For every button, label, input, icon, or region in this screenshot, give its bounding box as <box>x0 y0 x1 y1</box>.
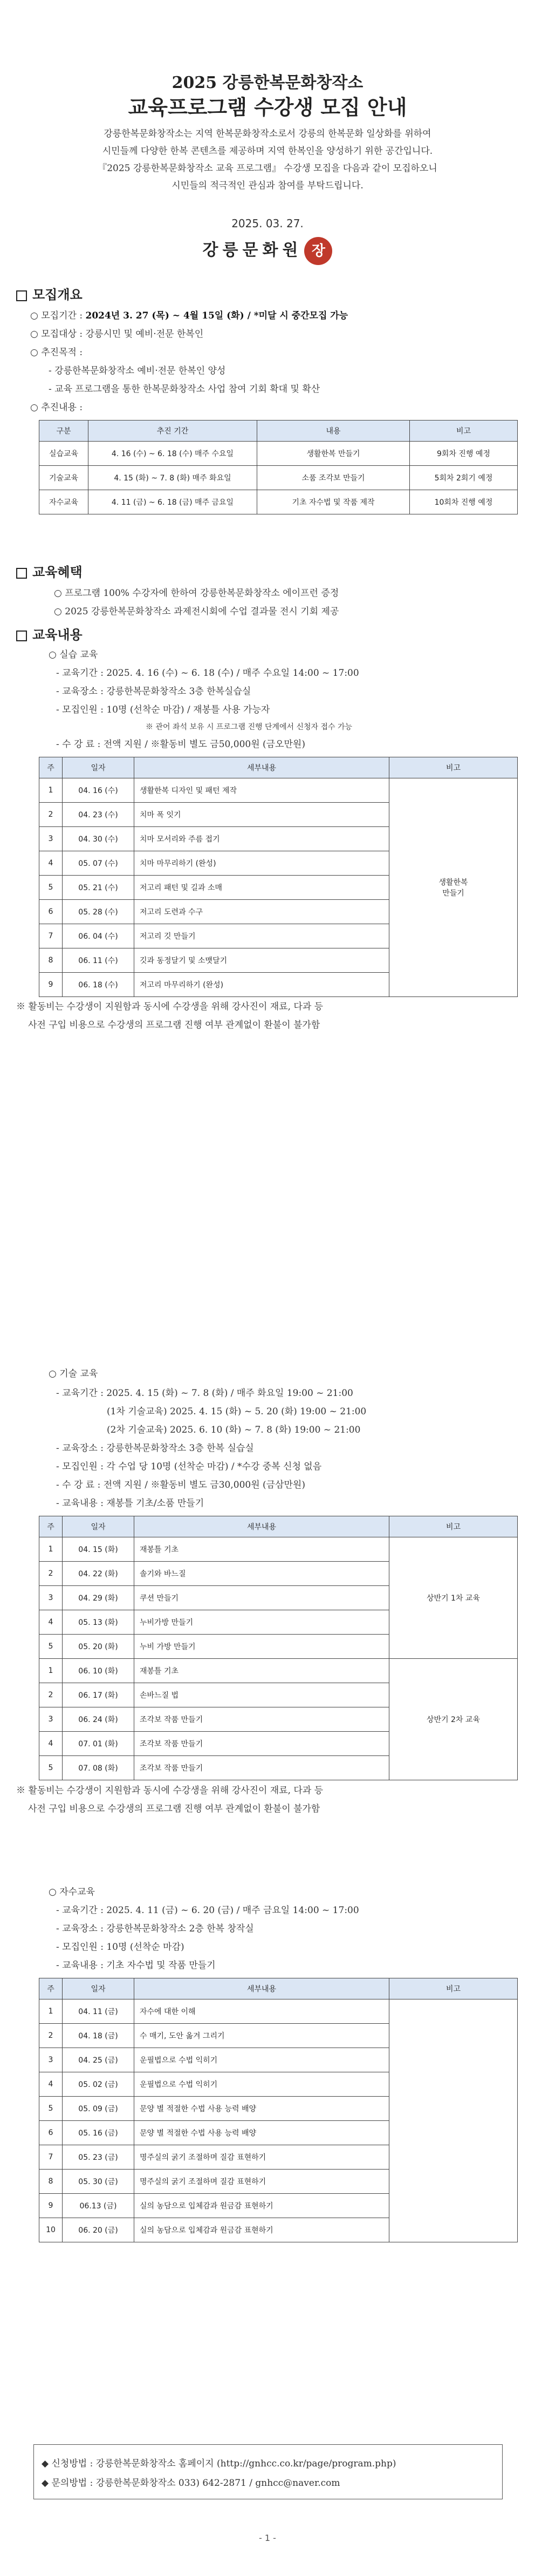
table-cell: 4 <box>39 851 63 876</box>
text-span: 기술 교육 <box>59 1368 98 1379</box>
table-cell: 저고리 마무리하기 (완성) <box>134 973 389 997</box>
table-header: 내용 <box>257 421 410 442</box>
table-cell: 9 <box>39 973 63 997</box>
table-header: 일자 <box>63 1978 134 1999</box>
text-span: 교육혜택 <box>32 564 83 580</box>
table-cell: 04. 18 (금) <box>63 2024 134 2048</box>
table-cell: 소품 조각보 만들기 <box>257 466 410 490</box>
section-content <box>16 624 83 643</box>
table-cell: 05. 09 (금) <box>63 2097 134 2121</box>
table-header: 비고 <box>389 1978 518 1999</box>
table-cell: 저고리 깃 만들기 <box>134 924 389 948</box>
page-number: - 1 - <box>259 2533 276 2543</box>
table-cell: 04. 29 (화) <box>63 1586 134 1610</box>
table-cell: 자수에 대한 이해 <box>134 1999 389 2024</box>
text-span: 사전 구입 비용으로 수강생의 프로그램 진행 여부 관계없이 환불이 불가함 <box>28 1020 320 1031</box>
text-span: 프로그램 100% 수강자에 한하여 강릉한복문화창작소 에이프런 증정 <box>65 588 339 599</box>
table-cell: 1 <box>39 1999 63 2024</box>
table-cell: 1 <box>39 778 63 803</box>
table-cell: 4 <box>39 1610 63 1635</box>
practical-sub-note: ※ 관어 좌석 보유 시 프로그램 진행 단계에서 신청자 접수 가능 <box>146 723 353 731</box>
embroidery-line: - 교육내용 : 기초 자수법 및 작품 만들기 <box>56 1960 216 1971</box>
organization-signature <box>0 236 535 265</box>
embroidery-line: - 모집인원 : 10명 (선착순 마감) <box>56 1942 184 1953</box>
text-span: 실습 교육 <box>59 649 98 660</box>
table-cell: 운필법으로 수법 익히기 <box>134 2072 389 2097</box>
checkbox-square-icon <box>16 631 27 641</box>
table-cell: 조각보 작품 만들기 <box>134 1732 389 1756</box>
table-cell: 05. 16 (금) <box>63 2121 134 2145</box>
text-span: 모집대상 : 강릉시민 및 예비·전문 한복인 <box>41 329 204 340</box>
table-header: 구분 <box>39 421 88 442</box>
table-cell: 누비가방 만들기 <box>134 1610 389 1635</box>
table-cell: 05. 20 (화) <box>63 1635 134 1659</box>
table-cell: 5 <box>39 1756 63 1780</box>
table-cell: 명주실의 굵기 조절하며 질감 표현하기 <box>134 2170 389 2194</box>
table-row <box>39 778 518 803</box>
table-cell: 수 매기, 도안 옮겨 그리기 <box>134 2024 389 2048</box>
table-cell: 기술교육 <box>39 466 88 490</box>
table-cell: 05. 30 (금) <box>63 2170 134 2194</box>
table-cell: 06. 10 (화) <box>63 1659 134 1683</box>
table-cell: 생활한복 디자인 및 패턴 제작 <box>134 778 389 803</box>
table-cell: 누비 가방 만들기 <box>134 1635 389 1659</box>
table-header: 세부내용 <box>134 1978 389 1999</box>
table-row <box>39 1659 518 1683</box>
table-cell: 조각보 작품 만들기 <box>134 1756 389 1780</box>
table-cell: 4 <box>39 1732 63 1756</box>
table-cell: 05. 21 (수) <box>63 876 134 900</box>
text-span: 사전 구입 비용으로 수강생의 프로그램 진행 여부 관계없이 환불이 불가함 <box>28 1804 320 1814</box>
technical-remark: 상반기 1차 교육 <box>389 1537 518 1659</box>
technical-line: - 교육내용 : 재봉틀 기초/소품 만들기 <box>56 1498 204 1509</box>
technical-line: (1차 기술교육) 2025. 4. 15 (화) ~ 5. 20 (화) 19:00 ~ 21:00 <box>107 1406 367 1417</box>
table-cell: 6 <box>39 2121 63 2145</box>
overview-purpose-item: - 강릉한복문화창작소 예비·전문 한복인 양성 <box>49 365 226 376</box>
text-span: 모집기간 : <box>41 310 86 321</box>
technical-note <box>16 1781 518 1818</box>
table-cell: 05. 07 (수) <box>63 851 134 876</box>
overview-purpose-item: - 교육 프로그램을 통한 한복문화창작소 사업 참여 기회 확대 및 확산 <box>49 384 320 395</box>
checkbox-square-icon <box>16 568 27 579</box>
table-cell: 04. 22 (화) <box>63 1562 134 1586</box>
table-cell: 06. 17 (화) <box>63 1683 134 1707</box>
table-header: 세부내용 <box>134 1516 389 1537</box>
organization-name: 강릉문화원 <box>202 241 303 260</box>
table-cell: 05. 23 (금) <box>63 2145 134 2170</box>
table-cell: 7 <box>39 2145 63 2170</box>
table-cell: 06. 18 (수) <box>63 973 134 997</box>
table-header: 세부내용 <box>134 757 389 778</box>
text-span: 추진내용 : <box>41 402 83 413</box>
table-cell: 8 <box>39 948 63 973</box>
table-cell: 운필법으로 수법 익히기 <box>134 2048 389 2072</box>
table-cell: 06. 11 (수) <box>63 948 134 973</box>
overview-content-label: ○ 추진내용 : <box>30 402 83 413</box>
table-cell: 4. 11 (금) ~ 6. 18 (금) 매주 금요일 <box>88 490 257 514</box>
technical-line: - 수 강 료 : 전액 지원 / ※활동비 별도 금30,000원 (금삼만원) <box>56 1480 305 1490</box>
table-cell: 2 <box>39 1562 63 1586</box>
table-cell: 실의 농담으로 입체감과 원금감 표현하기 <box>134 2194 389 2218</box>
table-cell: 치마 마무리하기 (완성) <box>134 851 389 876</box>
intro-line: 『2025 강릉한복문화창작소 교육 프로그램』 수강생 모집을 다음과 같이 모집하오니 <box>98 163 437 174</box>
practical-table <box>39 757 518 997</box>
text-span: 자수교육 <box>59 1887 95 1897</box>
table-header: 주 <box>39 1978 63 1999</box>
table-cell: 06. 20 (금) <box>63 2218 134 2242</box>
table-cell: 1 <box>39 1537 63 1562</box>
table-cell: 솔기와 바느질 <box>134 1562 389 1586</box>
table-cell: 04. 11 (금) <box>63 1999 134 2024</box>
overview-table <box>39 420 518 514</box>
practical-line: - 교육장소 : 강릉한복문화창작소 3층 한복실습실 <box>56 686 251 697</box>
table-cell: 재봉틀 기초 <box>134 1537 389 1562</box>
embroidery-table <box>39 1978 518 2242</box>
intro-line: 시민들께 다양한 한복 콘텐츠를 제공하며 지역 한복인을 양성하기 위한 공간입니다. <box>102 146 433 157</box>
table-cell: 손바느질 법 <box>134 1683 389 1707</box>
apply-method: ◆ 신청방법 : 강릉한복문화창작소 홈페이지 (http://gnhcc.co.kr/page/program.php) <box>42 2458 396 2469</box>
table-row <box>39 466 518 490</box>
text-span: 추진목적 : <box>41 347 83 358</box>
intro-line: 강릉한복문화창작소는 지역 한복문화창작소로서 강릉의 한복문화 일상화를 위하여 <box>104 128 431 139</box>
overview-target: ○ 모집대상 : 강릉시민 및 예비·전문 한복인 <box>30 329 204 340</box>
benefit-item: ○ 2025 강릉한복문화창작소 과제전시회에 수업 결과물 전시 기회 제공 <box>54 606 339 617</box>
notice-date: 2025. 03. 27. <box>231 217 304 230</box>
practical-remark <box>389 778 518 997</box>
table-cell: 05. 28 (수) <box>63 900 134 924</box>
embroidery-remark <box>389 1999 518 2242</box>
table-cell: 2 <box>39 2024 63 2048</box>
table-cell: 10 <box>39 2218 63 2242</box>
text-span: 교육내용 <box>32 627 83 642</box>
table-header: 일자 <box>63 1516 134 1537</box>
technical-line: (2차 기술교육) 2025. 6. 10 (화) ~ 7. 8 (화) 19:00 ~ 21:00 <box>107 1425 361 1435</box>
technical-line: - 교육장소 : 강릉한복문화창작소 3층 한복 실습실 <box>56 1443 254 1454</box>
practical-line: - 모집인원 : 10명 (선착순 마감) / 재봉틀 사용 가능자 <box>56 704 270 715</box>
technical-title: ○ 기술 교육 <box>49 1368 98 1379</box>
table-cell: 치마 폭 잇기 <box>134 803 389 827</box>
table-header: 일자 <box>63 757 134 778</box>
text-span: 2024년 3. 27 (목) ~ 4월 15일 (화) / *미달 시 중간모집 가능 <box>85 310 348 321</box>
table-cell: 2 <box>39 1683 63 1707</box>
table-cell: 재봉틀 기초 <box>134 1659 389 1683</box>
practical-title: ○ 실습 교육 <box>49 649 98 660</box>
text-span: 모집개요 <box>32 287 83 302</box>
page-title: 교육프로그램 수강생 모집 안내 <box>128 95 407 119</box>
table-cell: 실습교육 <box>39 442 88 466</box>
table-cell: 7 <box>39 924 63 948</box>
table-cell: 05. 02 (금) <box>63 2072 134 2097</box>
table-cell: 4 <box>39 2072 63 2097</box>
table-header: 주 <box>39 1516 63 1537</box>
table-cell: 06.13 (금) <box>63 2194 134 2218</box>
table-cell: 3 <box>39 2048 63 2072</box>
technical-remark: 상반기 2차 교육 <box>389 1659 518 1780</box>
text-span: 생활한복 <box>438 878 468 887</box>
text-span: ※ 활동비는 수강생이 지원함과 동시에 수강생을 위해 강사진이 재료, 다과 등 <box>16 1001 324 1012</box>
table-cell: 06. 04 (수) <box>63 924 134 948</box>
table-cell: 04. 25 (금) <box>63 2048 134 2072</box>
table-cell: 9 <box>39 2194 63 2218</box>
table-cell: 조각보 작품 만들기 <box>134 1707 389 1732</box>
overview-period: ○ 모집기간 : 2024년 3. 27 (목) ~ 4월 15일 (화) / *미달 시 중간모집 가능 <box>30 310 348 321</box>
table-cell: 생활한복 만들기 <box>257 442 410 466</box>
official-seal: 장 <box>304 237 332 265</box>
technical-line: - 교육기간 : 2025. 4. 15 (화) ~ 7. 8 (화) / 매주 화요일 19:00 ~ 21:00 <box>56 1388 353 1399</box>
benefit-item: ○ 프로그램 100% 수강자에 한하여 강릉한복문화창작소 에이프런 증정 <box>54 588 339 599</box>
table-cell: 04. 15 (화) <box>63 1537 134 1562</box>
table-cell: 저고리 패턴 및 길과 소매 <box>134 876 389 900</box>
text-span: ※ 활동비는 수강생이 지원함과 동시에 수강생을 위해 강사진이 재료, 다과 등 <box>16 1785 324 1796</box>
table-cell: 기초 자수법 및 작품 제작 <box>257 490 410 514</box>
table-cell: 5 <box>39 876 63 900</box>
table-cell: 5 <box>39 1635 63 1659</box>
practical-line: - 교육기간 : 2025. 4. 16 (수) ~ 6. 18 (수) / 매주 수요일 14:00 ~ 17:00 <box>56 668 359 679</box>
table-cell: 문양 별 적절한 수법 사용 능력 배양 <box>134 2121 389 2145</box>
embroidery-line: - 교육기간 : 2025. 4. 11 (금) ~ 6. 20 (금) / 매주 금요일 14:00 ~ 17:00 <box>56 1905 359 1916</box>
embroidery-line: - 교육장소 : 강릉한복문화창작소 2층 한복 창작실 <box>56 1923 254 1934</box>
table-cell: 치마 모서리와 주름 접기 <box>134 827 389 851</box>
technical-table <box>39 1516 518 1780</box>
table-cell: 04. 30 (수) <box>63 827 134 851</box>
table-cell: 10회차 진행 예정 <box>410 490 518 514</box>
section-benefits <box>16 561 83 580</box>
table-header: 비고 <box>389 757 518 778</box>
table-cell: 06. 24 (화) <box>63 1707 134 1732</box>
table-cell: 4. 15 (화) ~ 7. 8 (화) 매주 화요일 <box>88 466 257 490</box>
text-span: 2025 강릉한복문화창작소 과제전시회에 수업 결과물 전시 기회 제공 <box>65 606 339 617</box>
table-cell: 5회차 2회기 예정 <box>410 466 518 490</box>
table-row <box>39 442 518 466</box>
table-header: 주 <box>39 757 63 778</box>
table-cell: 07. 08 (화) <box>63 1756 134 1780</box>
table-cell: 5 <box>39 2097 63 2121</box>
table-cell: 4. 16 (수) ~ 6. 18 (수) 매주 수요일 <box>88 442 257 466</box>
table-cell: 1 <box>39 1659 63 1683</box>
table-cell: 저고리 도련과 수구 <box>134 900 389 924</box>
practical-note <box>16 998 518 1034</box>
table-cell: 6 <box>39 900 63 924</box>
table-row <box>39 1537 518 1562</box>
technical-line: - 모집인원 : 각 수업 당 10명 (선착순 마감) / *수강 중복 신청 없음 <box>56 1461 322 1472</box>
table-cell: 3 <box>39 1707 63 1732</box>
table-row <box>39 490 518 514</box>
table-cell: 9회차 진행 예정 <box>410 442 518 466</box>
table-cell: 07. 01 (화) <box>63 1732 134 1756</box>
text-span: 만들기 <box>442 889 464 898</box>
contact-method: ◆ 문의방법 : 강릉한복문화창작소 033) 642-2871 / gnhcc@naver.com <box>42 2478 340 2489</box>
table-cell: 8 <box>39 2170 63 2194</box>
embroidery-title: ○ 자수교육 <box>49 1887 95 1897</box>
checkbox-square-icon <box>16 290 27 301</box>
table-cell: 2 <box>39 803 63 827</box>
table-header: 추진 기간 <box>88 421 257 442</box>
table-cell: 실의 농담으로 입체감과 원금감 표현하기 <box>134 2218 389 2242</box>
title-line1: 2025 강릉한복문화창작소 <box>172 73 363 92</box>
contact-box <box>33 2444 503 2499</box>
table-cell: 자수교육 <box>39 490 88 514</box>
table-cell: 3 <box>39 827 63 851</box>
practical-fee: - 수 강 료 : 전액 지원 / ※활동비 별도 금50,000원 (금오만원) <box>56 739 305 750</box>
table-cell: 문양 별 적절한 수법 사용 능력 배양 <box>134 2097 389 2121</box>
section-overview <box>16 284 83 303</box>
table-cell: 쿠션 만들기 <box>134 1586 389 1610</box>
table-header: 비고 <box>410 421 518 442</box>
table-cell: 04. 23 (수) <box>63 803 134 827</box>
overview-purpose-label: ○ 추진목적 : <box>30 347 83 358</box>
table-cell: 깃과 동정달기 및 소맷달기 <box>134 948 389 973</box>
intro-line: 시민들의 적극적인 관심과 참여를 부탁드립니다. <box>172 180 363 191</box>
table-cell: 3 <box>39 1586 63 1610</box>
intro-paragraph <box>43 125 492 194</box>
table-cell: 05. 13 (화) <box>63 1610 134 1635</box>
table-header: 비고 <box>389 1516 518 1537</box>
table-cell: 04. 16 (수) <box>63 778 134 803</box>
table-row <box>39 1999 518 2024</box>
table-cell: 명주실의 굵기 조절하며 질감 표현하기 <box>134 2145 389 2170</box>
